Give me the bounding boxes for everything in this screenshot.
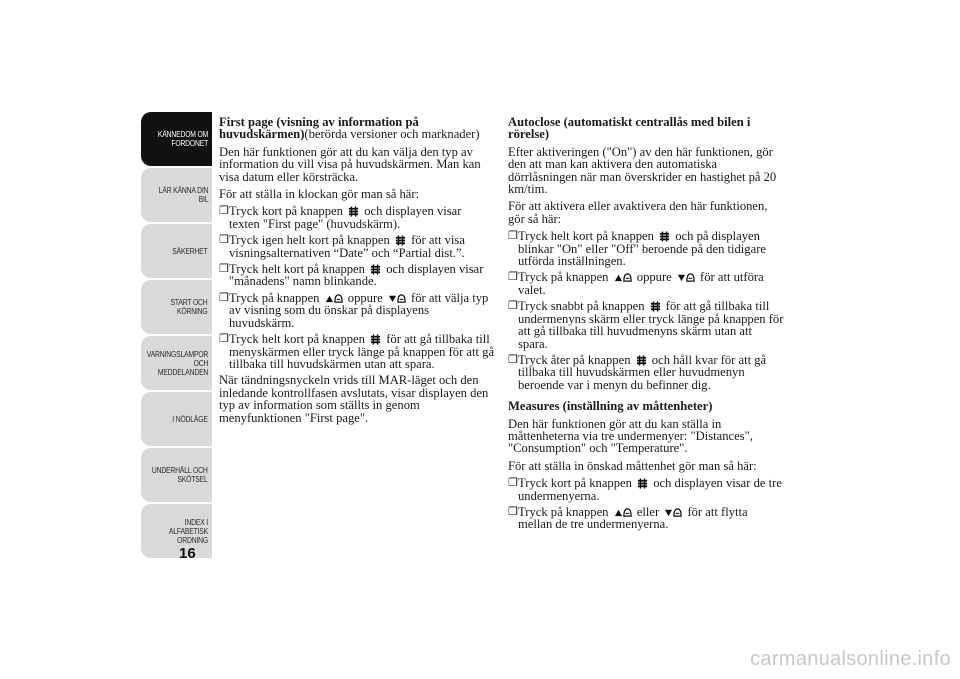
sidebar-tab-kannedom[interactable]	[141, 112, 212, 166]
paragraph: Efter aktiveringen ("On") av den här funktionen, gör den att man kan aktivera den automatiska dörrlåsningen när man överskrider en hastighet på 20 km/tim.	[508, 144, 777, 197]
sidebar-tab-underhall[interactable]	[141, 448, 212, 502]
list-item: ❒ Tryck igen helt kort på knappen för att visa visningsalternativen “Date” och “Partial dist.”.	[219, 233, 465, 260]
menu-button-icon	[636, 355, 647, 366]
down-button-icon	[677, 272, 695, 283]
menu-button-icon	[370, 264, 381, 275]
list-item: ❒ Tryck kort på knappen och displayen visar texten "First page" (huvudskärm).	[219, 204, 462, 231]
list-item: ❒ Tryck på knappen oppure för att utföra valet.	[508, 270, 764, 297]
sidebar-tab-label: VARNINGSLAMPOR OCH MEDDELANDEN	[146, 349, 208, 377]
bullet-mark: ❒	[508, 505, 518, 518]
sidebar-tab-nodlage[interactable]	[141, 392, 212, 446]
list-item: ❒ Tryck åter på knappen och håll kvar för att gå tillbaka till huvudskärmen eller huvudmenyn beroende var i menyn du befinner dig.	[508, 352, 767, 392]
bullet-mark: ❒	[219, 205, 229, 218]
sidebar-tab-start[interactable]	[141, 280, 212, 334]
list-item: ❒ Tryck på knappen eller för att flytta mellan de tre undermenyerna.	[508, 504, 748, 532]
menu-button-icon	[348, 206, 359, 217]
section-heading-first-page: First page (visning av information på huvudskärmen)(berörda versioner och marknader)	[219, 115, 480, 142]
page-number: 16	[179, 545, 196, 562]
right-column	[508, 116, 784, 535]
list-item: ❒ Tryck kort på knappen och displayen visar de tre undermenyerna.	[508, 476, 782, 503]
down-button-icon	[664, 507, 682, 518]
down-button-icon	[388, 293, 406, 304]
menu-button-icon	[650, 301, 661, 312]
bullet-mark: ❒	[508, 477, 518, 490]
paragraph: För att ställa in önskad måttenhet gör man så här:	[508, 458, 757, 473]
up-button-icon	[325, 293, 343, 304]
paragraph: Den här funktionen gör att du kan ställa in måttenheterna via tre undermenyer: "Distances", "Consumption" och "Temperature".	[508, 416, 753, 456]
chapter-sidebar	[141, 112, 212, 560]
section-heading-autoclose: Autoclose (automatiskt centrallås med bilen i rörelse)	[508, 115, 751, 142]
list-item: ❒ Tryck på knappen oppure för att välja typ av visning som du önskar på displayens huvudskärm.	[219, 290, 489, 330]
watermark: carmanualsonline.info	[750, 648, 951, 670]
sidebar-tab-sakerhet[interactable]	[141, 224, 212, 278]
list-item: ❒ Tryck helt kort på knappen för att gå tillbaka till menyskärmen eller tryck länge på knappen för att gå tillbaka till huvudskärmen utan att spara.	[219, 332, 495, 371]
menu-button-icon	[395, 235, 406, 246]
list-item: ❒ Tryck snabbt på knappen för att gå tillbaka till undermenyns skärm eller tryck länge på knappen för att gå tillbaka till huvudmenyns skärm utan att spara.	[508, 299, 784, 351]
up-button-icon	[614, 272, 632, 283]
left-column	[219, 116, 495, 429]
paragraph: För att aktivera eller avaktivera den här funktionen, gör så här:	[508, 199, 768, 226]
sidebar-tab-label: START OCH KÖRNING	[170, 298, 208, 316]
bullet-mark: ❒	[219, 291, 229, 304]
sidebar-tab-label: INDEX I ALFABETISK ORDNING	[168, 517, 208, 545]
menu-button-icon	[370, 334, 381, 345]
list-item: ❒ Tryck helt kort på knappen och på displayen blinkar "On" eller "Off" beroende på den tidigare utförda inställningen.	[508, 229, 766, 269]
bullet-mark: ❒	[219, 234, 229, 247]
paragraph: Den här funktionen gör att du kan välja den typ av information du vill visa på huvudskärmen. Man kan visa datum eller körsträcka.	[219, 144, 481, 184]
sidebar-tab-label: KÄNNEDOM OM FORDONET	[157, 130, 208, 148]
sidebar-tab-label: I NÖDLÄGE	[172, 414, 208, 424]
list-item: ❒ Tryck helt kort på knappen och displayen visar "månadens" namn blinkande.	[219, 262, 484, 289]
up-button-icon	[614, 507, 632, 518]
sidebar-tab-index[interactable]	[141, 504, 212, 558]
bullet-mark: ❒	[508, 230, 518, 243]
bullet-mark: ❒	[508, 353, 518, 366]
sidebar-tab-lar-kanna[interactable]	[141, 168, 212, 222]
bullet-mark: ❒	[508, 300, 518, 313]
section-heading-measures: Measures (inställning av måttenheter)	[508, 399, 713, 414]
sidebar-tab-label: SÄKERHET	[172, 246, 208, 256]
paragraph: När tändningsnyckeln vrids till MAR-läget och den inledande kontrollfasen avslutats, visar displayen den typ av information som ställts in genom menyfunktionen "First page".	[219, 373, 489, 425]
sidebar-tab-label: UNDERHÅLL OCH SKÖTSEL	[152, 466, 208, 484]
sidebar-tab-varningslampor[interactable]	[141, 336, 212, 390]
bullet-mark: ❒	[508, 271, 518, 284]
menu-button-icon	[659, 231, 670, 242]
menu-button-icon	[637, 478, 648, 489]
bullet-mark: ❒	[219, 333, 229, 346]
bullet-mark: ❒	[219, 263, 229, 276]
sidebar-tab-label: LÄR KÄNNA DIN BIL	[158, 186, 208, 204]
paragraph: För att ställa in klockan gör man så här:	[219, 187, 420, 202]
